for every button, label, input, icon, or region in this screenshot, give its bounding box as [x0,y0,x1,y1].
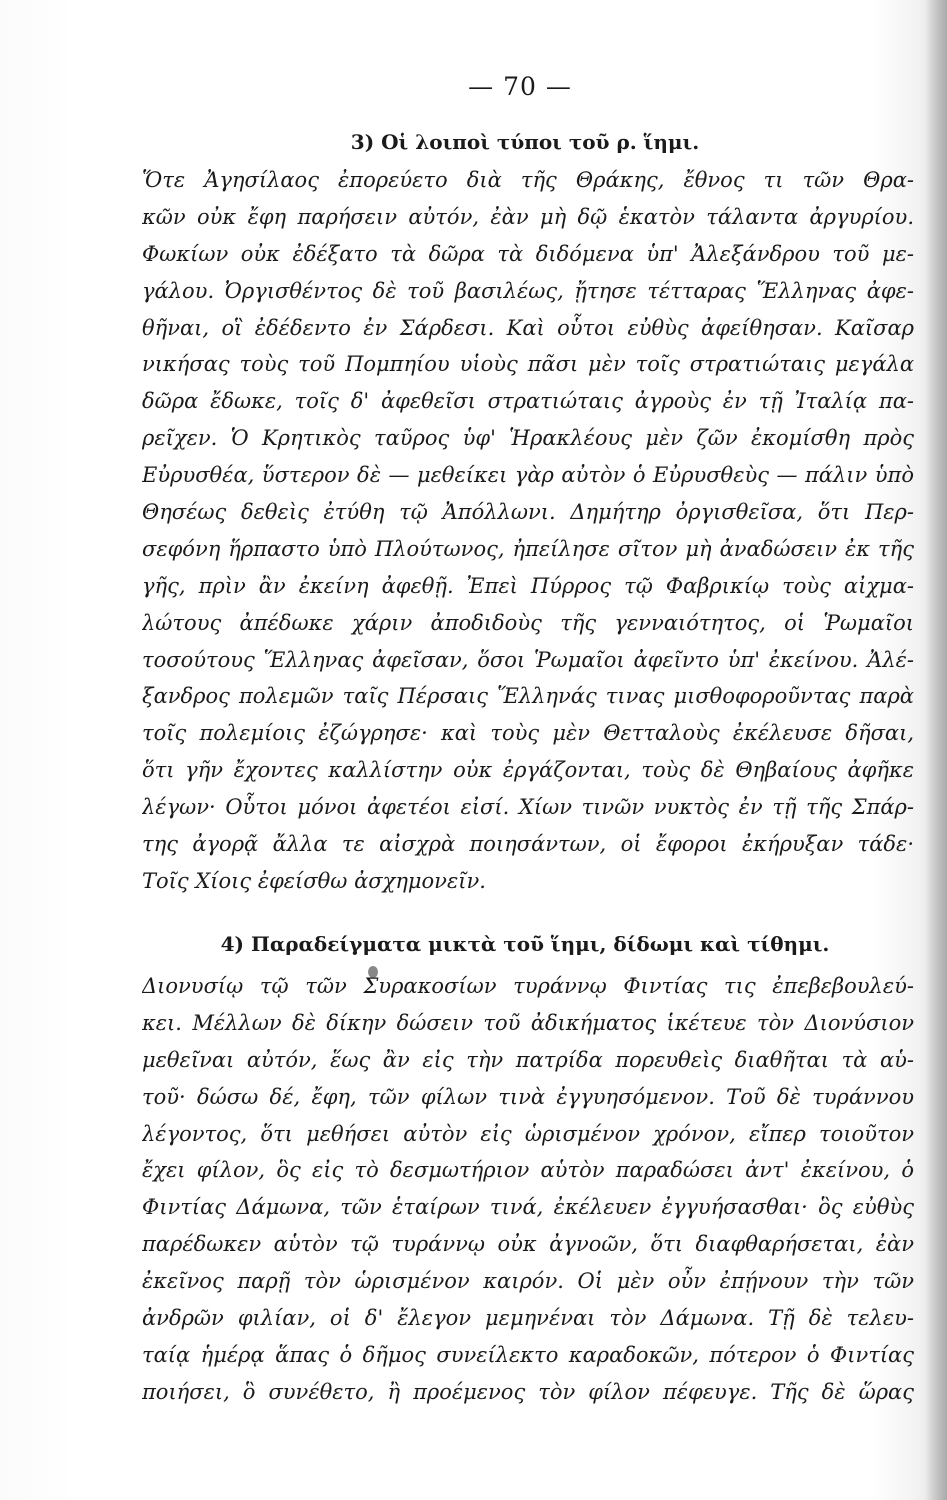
text-line: Τοῖς Χίοις ἐφείσθω ἀσχημονεῖν. [142,868,486,893]
text-line: κῶν οὐκ ἔφη παρήσειν αὐτόν, ἐὰν μὴ δῷ ἑκατὸν τάλαντα ἀργυρίου. [142,204,914,229]
page-number: — 70 — [468,72,572,101]
text-line: κει. Μέλλων δὲ δίκην δώσειν τοῦ ἀδικήματος ἱκέτευε τὸν Διονύσιον [142,1010,914,1035]
text-line: Ὅτε Ἀγησίλαος ἐπορεύετο διὰ τῆς Θράκης, ἔθνος τι τῶν Θρα- [142,168,914,192]
page-binding-shadow [925,0,947,1500]
text-line: νικήσας τοὺς τοῦ Πομπηίου υἱοὺς πᾶσι μὲν τοῖς στρατιώταις μεγάλα [142,352,914,377]
text-line: ὅτι γῆν ἔχοντες καλλίστην οὐκ ἐργάζονται, τοὺς δὲ Θηβαίους ἀφῆκε [142,758,914,783]
section-heading-4: 4) Παραδείγματα μικτὰ τοῦ ἵημι, δίδωμι καὶ τίθημι. [220,932,830,956]
text-line: ἀνδρῶν φιλίαν, οἱ δ' ἔλεγον μεμηνέναι τὸν Δάμωνα. Τῇ δὲ τελευ- [142,1306,914,1331]
text-line: τοῦ· δώσω δέ, ἔφη, τῶν φίλων τινὰ ἐγγυησόμενον. Τοῦ δὲ τυράννου [142,1084,914,1109]
text-line: ταίᾳ ἡμέρᾳ ἅπας ὁ δῆμος συνείλεκτο καραδοκῶν, πότερον ὁ Φιντίας [142,1342,914,1367]
text-line: θῆναι, οἳ ἐδέδεντο ἐν Σάρδεσι. Καὶ οὗτοι εὐθὺς ἀφείθησαν. Καῖσαρ [142,315,914,340]
text-line: γάλου. Ὀργισθέντος δὲ τοῦ βασιλέως, ᾔτησε τέτταρας Ἕλληνας ἀφε- [142,278,914,303]
section-3-text [142,162,914,900]
text-line: Φωκίων οὐκ ἐδέξατο τὰ δῶρα τὰ διδόμενα ὑπ' Ἀλεξάνδρου τοῦ με- [142,241,914,266]
text-line: παρέδωκεν αὑτὸν τῷ τυράννῳ οὐκ ἀγνοῶν, ὅτι διαφθαρήσεται, ἐὰν [142,1232,914,1257]
text-line: τοῖς πολεμίοις ἐζώγρησε· καὶ τοὺς μὲν Θετταλοὺς ἐκέλευσε δῆσαι, [142,721,914,746]
text-line: λέγοντος, ὅτι μεθήσει αὐτὸν εἰς ὡρισμένον χρόνον, εἴπερ τοιοῦτον [142,1121,914,1146]
text-line: ἔχει φίλον, ὃς εἰς τὸ δεσμωτήριον αὑτὸν παραδώσει ἀντ' ἐκείνου, ὁ [142,1158,914,1183]
text-line: Εὐρυσθέα, ὕστερον δὲ — μεθείκει γὰρ αὐτὸν ὁ Εὐρυσθεὺς — πάλιν ὑπὸ [142,463,914,488]
text-line: γῆς, πρὶν ἂν ἐκείνη ἀφεθῇ. Ἐπεὶ Πύρρος τῷ Φαβρικίῳ τοὺς αἰχμα- [142,573,914,598]
text-line: λώτους ἀπέδωκε χάριν ἀποδιδοὺς τῆς γενναιότητος, οἱ Ῥωμαῖοι [142,610,914,635]
text-line: τοσούτους Ἕλληνας ἀφεῖσαν, ὅσοι Ῥωμαῖοι ἀφεῖντο ὑπ' ἐκείνου. Ἀλέ- [142,647,914,672]
text-line: δῶρα ἔδωκε, τοῖς δ' ἀφεθεῖσι στρατιώταις ἀγροὺς ἐν τῇ Ἰταλίᾳ πα- [142,389,914,414]
text-line: λέγων· Οὗτοι μόνοι ἀφετέοι εἰσί. Χίων τινῶν νυκτὸς ἐν τῇ τῆς Σπάρ- [142,795,914,820]
text-line: μεθεῖναι αὐτόν, ἕως ἂν εἰς τὴν πατρίδα πορευθεὶς διαθῆται τὰ αὑ- [142,1047,914,1072]
text-line: ρεῖχεν. Ὁ Κρητικὸς ταῦρος ὑφ' Ἡρακλέους μὲν ζῶν ἐκομίσθη πρὸς [142,426,914,451]
text-line: ἐκεῖνος παρῇ τὸν ὡρισμένον καιρόν. Οἱ μὲν οὖν ἐπῄνουν τὴν τῶν [142,1269,914,1294]
text-line: Φιντίας Δάμωνα, τῶν ἑταίρων τινά, ἐκέλευεν ἐγγυήσασθαι· ὃς εὐθὺς [142,1195,914,1220]
section-4-text [142,968,914,1411]
text-line: Διονυσίῳ τῷ τῶν Συρακοσίων τυράννῳ Φιντίας τις ἐπεβεβουλεύ- [142,974,914,998]
section-heading-3: 3) Οἱ λοιποὶ τύποι τοῦ ρ. ἵημι. [350,130,700,154]
text-line: σεφόνη ἥρπαστο ὑπὸ Πλούτωνος, ἠπείλησε σῖτον μὴ ἀναδώσειν ἐκ τῆς [142,536,914,561]
text-line: ξανδρος πολεμῶν ταῖς Πέρσαις Ἕλληνάς τινας μισθοφοροῦντας παρὰ [142,684,914,709]
text-line: της ἀγορᾷ ἄλλα τε αἰσχρὰ ποιησάντων, οἱ ἔφοροι ἐκήρυξαν τάδε· [142,832,914,857]
text-line: Θησέως δεθεὶς ἐτύθη τῷ Ἀπόλλωνι. Δημήτηρ ὀργισθεῖσα, ὅτι Περ- [142,500,914,525]
text-line: ποιήσει, ὃ συνέθετο, ἢ προέμενος τὸν φίλον πέφευγε. Τῆς δὲ ὥρας [142,1379,914,1404]
